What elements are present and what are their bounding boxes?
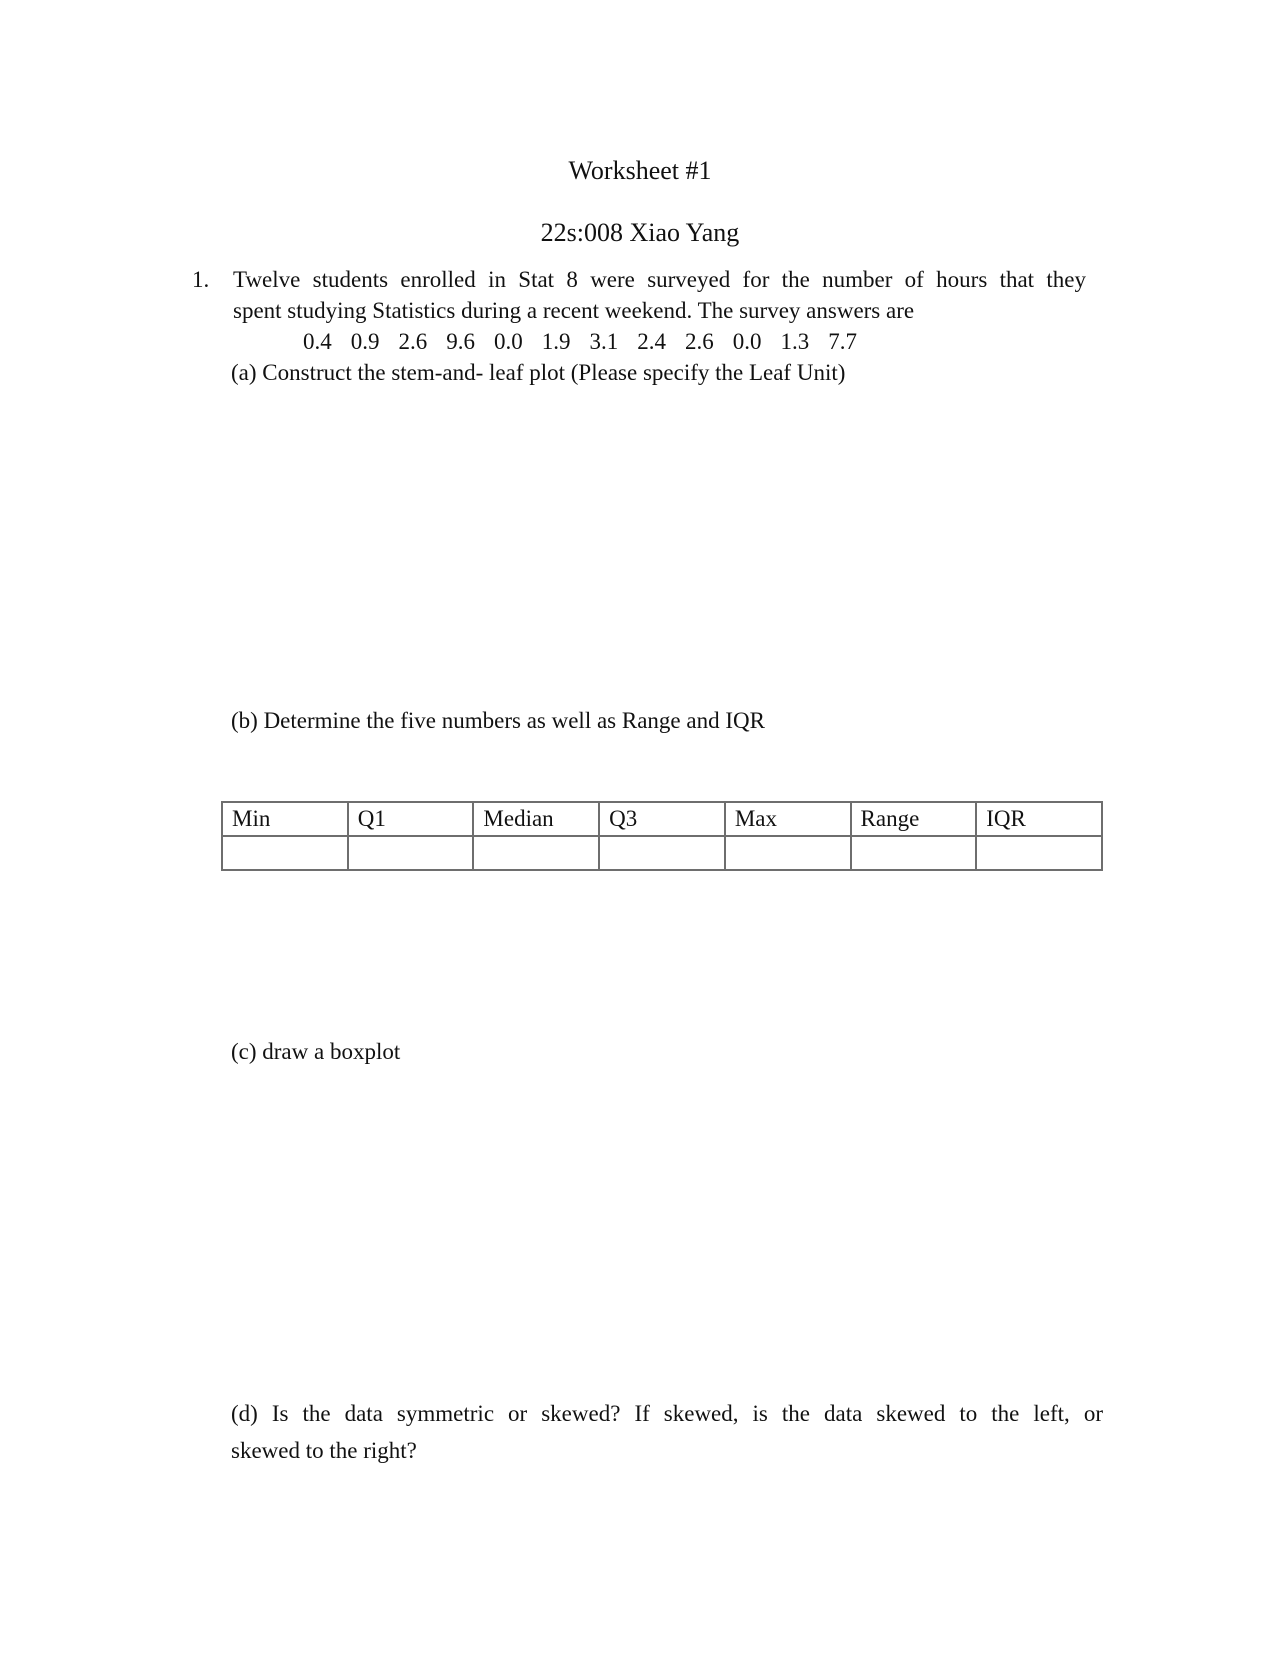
course-and-author: 22s:008 Xiao Yang bbox=[540, 218, 740, 247]
data-value: 7.7 bbox=[828, 329, 857, 354]
table-header-median: Median bbox=[473, 802, 599, 836]
table-header-q1: Q1 bbox=[348, 802, 474, 836]
part-c-prompt: (c) draw a boxplot bbox=[231, 1039, 401, 1064]
data-value: 2.6 bbox=[398, 329, 428, 354]
part-d-line-1: (d) Is the data symmetric or skewed? If skewed, is the data skewed to the left, or bbox=[231, 1401, 1103, 1426]
answer-cell-max bbox=[725, 836, 851, 870]
data-value: 1.3 bbox=[780, 329, 810, 354]
question-prompt-line-2: spent studying Statistics during a recent weekend. The survey answers are bbox=[233, 298, 915, 323]
answer-cell-q1 bbox=[348, 836, 474, 870]
data-value: 2.6 bbox=[685, 329, 714, 354]
table-header-max: Max bbox=[725, 802, 851, 836]
table-answer-row bbox=[222, 836, 1102, 870]
table-header-range: Range bbox=[851, 802, 977, 836]
data-value: 9.6 bbox=[446, 329, 475, 354]
table-header-row bbox=[222, 802, 1102, 836]
question-number: 1. bbox=[192, 267, 210, 292]
answer-cell-min bbox=[222, 836, 348, 870]
data-value: 1.9 bbox=[541, 329, 571, 354]
table-header-min: Min bbox=[222, 802, 348, 836]
question-prompt bbox=[233, 264, 1086, 326]
part-a-prompt: (a) Construct the stem-and- leaf plot (Please specify the Leaf Unit) bbox=[231, 360, 846, 385]
answer-cell-q3 bbox=[599, 836, 725, 870]
answer-cell-median bbox=[473, 836, 599, 870]
five-number-summary-table bbox=[221, 801, 1103, 871]
data-value: 2.4 bbox=[637, 329, 666, 354]
document-title: Worksheet #1 bbox=[568, 156, 712, 185]
table-header-q3: Q3 bbox=[599, 802, 725, 836]
part-d-prompt bbox=[231, 1395, 1103, 1469]
part-b-prompt: (b) Determine the five numbers as well as Range and IQR bbox=[231, 708, 765, 733]
data-value: 0.0 bbox=[494, 329, 523, 354]
data-value: 0.4 bbox=[303, 329, 332, 354]
question-prompt-line-1: Twelve students enrolled in Stat 8 were surveyed for the number of hours that they bbox=[233, 267, 1086, 292]
survey-data-values bbox=[303, 326, 857, 357]
part-d-line-2: skewed to the right? bbox=[231, 1438, 417, 1463]
data-value: 3.1 bbox=[589, 329, 619, 354]
answer-cell-range bbox=[851, 836, 977, 870]
data-value: 0.0 bbox=[732, 329, 762, 354]
data-value: 0.9 bbox=[350, 329, 380, 354]
answer-cell-iqr bbox=[976, 836, 1102, 870]
table-header-iqr: IQR bbox=[976, 802, 1102, 836]
